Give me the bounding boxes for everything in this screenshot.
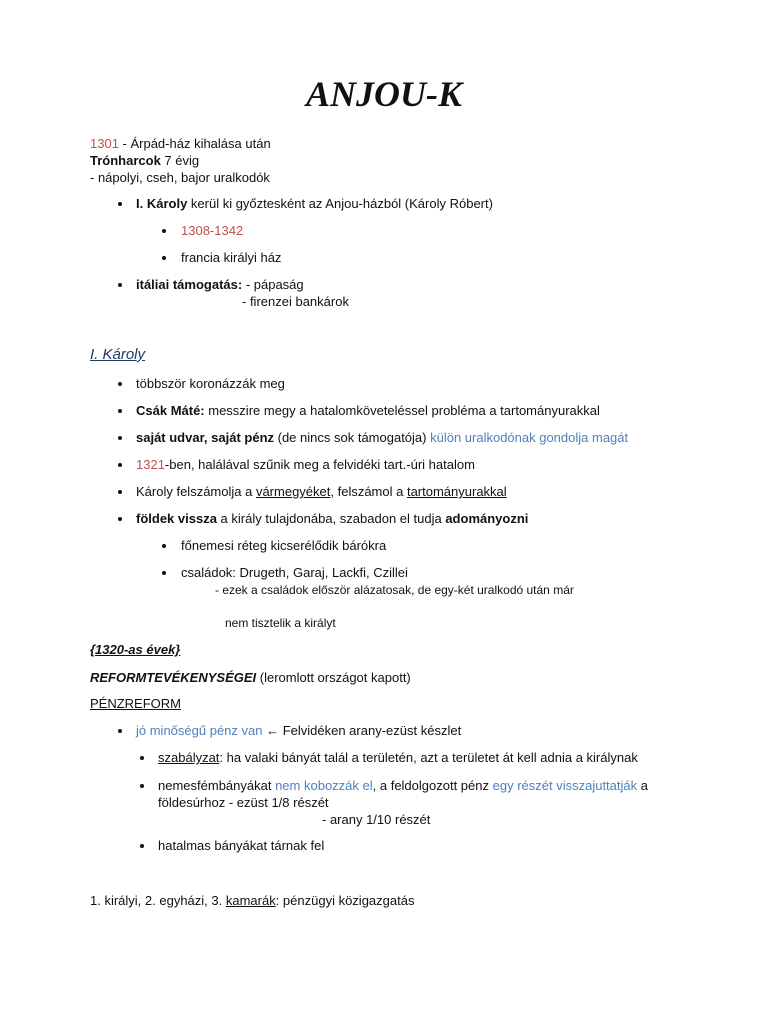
- bullet-icon: [140, 784, 144, 788]
- point-abolish: [136, 484, 507, 500]
- sub-families: családok: Drugeth, Garaj, Lackfi, Czillei: [181, 565, 408, 580]
- own-court-text: (de nincs sok támogatója): [274, 430, 431, 445]
- bullet-icon: [118, 729, 122, 733]
- regulation-label: szabályzat: [158, 750, 220, 765]
- mines-a: nemesfémbányákat: [158, 778, 276, 793]
- chambers-label: kamarák: [225, 893, 276, 908]
- penz-quality: [136, 723, 461, 739]
- bullet-icon: [118, 463, 122, 467]
- abolish-counties: vármegyéket: [255, 484, 331, 499]
- bullet-icon: [140, 844, 144, 848]
- bullet-icon: [118, 490, 122, 494]
- intro-after-year: - Árpád-ház kihalása után: [118, 136, 271, 151]
- csak-mate-text: messzire megy a hatalomköveteléssel probléma a tartományurakkal: [204, 403, 600, 418]
- bullet-icon: [118, 202, 122, 206]
- penz-big-mines: hatalmas bányákat tárnak fel: [158, 838, 325, 853]
- penz-regulation: [158, 750, 638, 766]
- mines-b: , a feldolgozott pénz: [372, 778, 493, 793]
- bullet-icon: [118, 436, 122, 440]
- mines-line-3: - arany 1/10 részét: [322, 812, 431, 827]
- chambers-a: 1. királyi, 2. egyházi, 3.: [90, 893, 226, 908]
- bullet-icon: [118, 283, 122, 287]
- intro-year: 1301: [90, 136, 119, 151]
- regulation-text: : ha valaki bányát talál a területén, azt a területet át kell adnia a királynak: [219, 750, 638, 765]
- italian-support-extra: - firenzei bankárok: [242, 294, 349, 309]
- point-1321-text: -ben, halálával szűnik meg a felvidéki tart.-úri hatalom: [164, 457, 475, 472]
- own-court-bold: saját udvar, saját pénz: [136, 430, 275, 445]
- point-crowned: többször koronázzák meg: [136, 376, 285, 391]
- tronharcok-rest: 7 évig: [160, 153, 200, 168]
- own-court-blue: külön uralkodónak gondolja magát: [430, 430, 629, 445]
- abolish-a: Károly felszámolja a: [136, 484, 256, 499]
- point-csak-mate: [136, 403, 600, 419]
- mines-blue-1: nem kobozzák el: [275, 778, 373, 793]
- chambers-line: [90, 893, 414, 909]
- families-note-2: nem tisztelik a királyt: [225, 616, 336, 630]
- intro-line-2: [90, 153, 199, 169]
- bullet-icon: [118, 409, 122, 413]
- reform-line: [90, 670, 411, 686]
- bullet-icon: [140, 756, 144, 760]
- bullet-icon: [162, 544, 166, 548]
- bullet-italian-support: [136, 277, 304, 293]
- bullet-icon: [162, 256, 166, 260]
- lands-bold: földek vissza: [136, 511, 217, 526]
- mines-line-2: földesúrhoz - ezüst 1/8 részét: [158, 795, 329, 810]
- karoly-house: francia királyi ház: [181, 250, 282, 265]
- lands-bold-2: adományozni: [445, 511, 529, 526]
- year-1321: 1321: [136, 457, 165, 472]
- italian-support-bold: itáliai támogatás:: [136, 277, 243, 292]
- section-heading: I. Károly: [90, 346, 146, 363]
- karoly-years: 1308-1342: [181, 223, 244, 238]
- point-own-court: [136, 430, 628, 446]
- sub-nobles: főnemesi réteg kicserélődik bárókra: [181, 538, 387, 553]
- italian-support-text: - pápaság: [242, 277, 304, 292]
- bullet-icon: [118, 517, 122, 521]
- period-label: {1320-as évek}: [90, 642, 181, 657]
- point-lands: [136, 511, 528, 527]
- families-note: - ezek a családok először alázatosak, de egy-két uralkodó után már: [215, 583, 574, 597]
- bullet-karoly-text: kerül ki győztesként az Anjou-házból (Károly Róbert): [187, 196, 493, 211]
- intro-rulers: - nápolyi, cseh, bajor uralkodók: [90, 170, 270, 185]
- reform-text: (leromlott országot kapott): [256, 670, 411, 685]
- abolish-lords: tartományurakkal: [406, 484, 507, 499]
- bullet-icon: [162, 229, 166, 233]
- penz-mines: [158, 778, 648, 794]
- abolish-b: , felszámol a: [330, 484, 407, 499]
- quality-text: ← Felvidéken arany-ezüst készlet: [262, 723, 462, 738]
- bullet-karoly-bold: I. Károly: [136, 196, 188, 211]
- point-1321: [136, 457, 475, 473]
- quality-blue: jó minőségű pénz van: [136, 723, 263, 738]
- mines-c: a: [637, 778, 648, 793]
- tronharcok-label: Trónharcok: [90, 153, 161, 168]
- chambers-b: : pénzügyi közigazgatás: [275, 893, 415, 908]
- csak-mate-bold: Csák Máté:: [136, 403, 205, 418]
- bullet-icon: [162, 571, 166, 575]
- penzreform-heading: PÉNZREFORM: [90, 696, 181, 711]
- bullet-karoly: [136, 196, 493, 212]
- reform-bold: REFORMTEVÉKENYSÉGEI: [90, 670, 257, 685]
- intro-line-1: [90, 136, 271, 152]
- lands-text: a király tulajdonába, szabadon el tudja: [216, 511, 446, 526]
- bullet-icon: [118, 382, 122, 386]
- page-title: ANJOU-K: [305, 74, 462, 114]
- mines-blue-2: egy részét visszajuttatják: [492, 778, 638, 793]
